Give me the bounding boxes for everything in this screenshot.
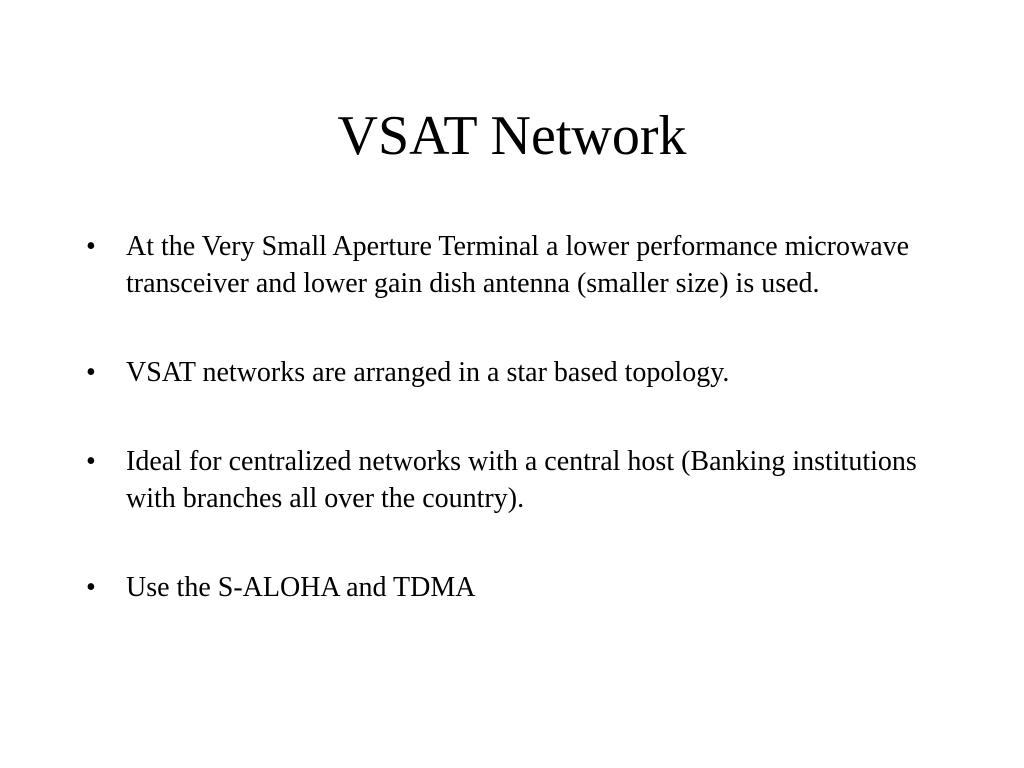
- bullet-text: Use the S-ALOHA and TDMA: [126, 572, 476, 603]
- bullet-text: VSAT networks are arranged in a star based topology.: [126, 357, 730, 388]
- bullet-list: [86, 228, 946, 658]
- bullet-item: [86, 228, 946, 302]
- bullet-item: [86, 354, 946, 391]
- bullet-icon: •: [86, 231, 96, 262]
- bullet-text: At the Very Small Aperture Terminal a lower performance microwave transceiver and lower gain dish antenna (smaller size) is used.: [126, 231, 910, 299]
- bullet-item: [86, 569, 946, 606]
- bullet-icon: •: [86, 572, 96, 603]
- slide-title: VSAT Network: [337, 105, 687, 167]
- bullet-text: Ideal for centralized networks with a central host (Banking institutions with branches all over the country).: [126, 446, 917, 514]
- bullet-icon: •: [86, 357, 96, 388]
- bullet-item: [86, 443, 946, 517]
- bullet-icon: •: [86, 446, 96, 477]
